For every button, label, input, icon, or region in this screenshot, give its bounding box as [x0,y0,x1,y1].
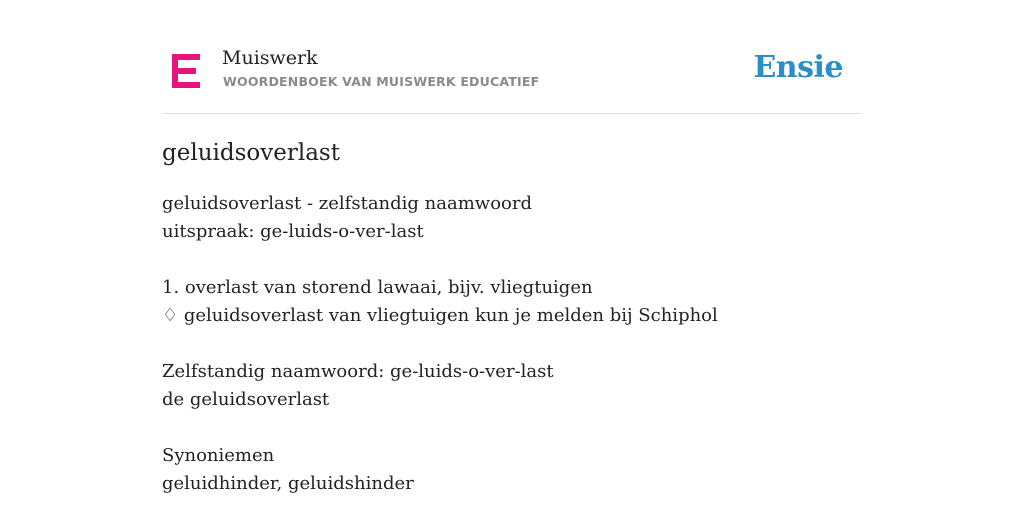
spacer [162,246,862,274]
example-line: ♢ geluidsoverlast van vliegtuigen kun je melden bij Schiphol [162,305,718,326]
ensie-brand-link[interactable]: Ensie [753,50,843,85]
definition-line: 1. overlast van storend lawaai, bijv. vliegtuigen [162,277,593,298]
article-line: de geluidsoverlast [162,389,330,410]
spacer [162,414,862,442]
synonyms-heading: Synoniemen [162,445,275,466]
page [162,0,862,494]
pronunciation-line: uitspraak: ge-luids-o-ver-last [162,221,424,242]
noun-line: Zelfstandig naamwoord: ge-luids-o-ver-last [162,361,554,382]
site-subtitle: WOORDENBOEK VAN MUISWERK EDUCATIEF [223,74,540,89]
site-header [162,0,862,114]
synonyms-line: geluidhinder, geluidshinder [162,473,414,494]
word-type-line: geluidsoverlast - zelfstandig naamwoord [162,193,532,214]
muiswerk-logo-icon[interactable] [172,54,200,88]
dictionary-entry [162,190,862,498]
site-title[interactable]: Muiswerk [222,47,318,69]
page-title: geluidsoverlast [162,140,340,166]
spacer [162,330,862,358]
